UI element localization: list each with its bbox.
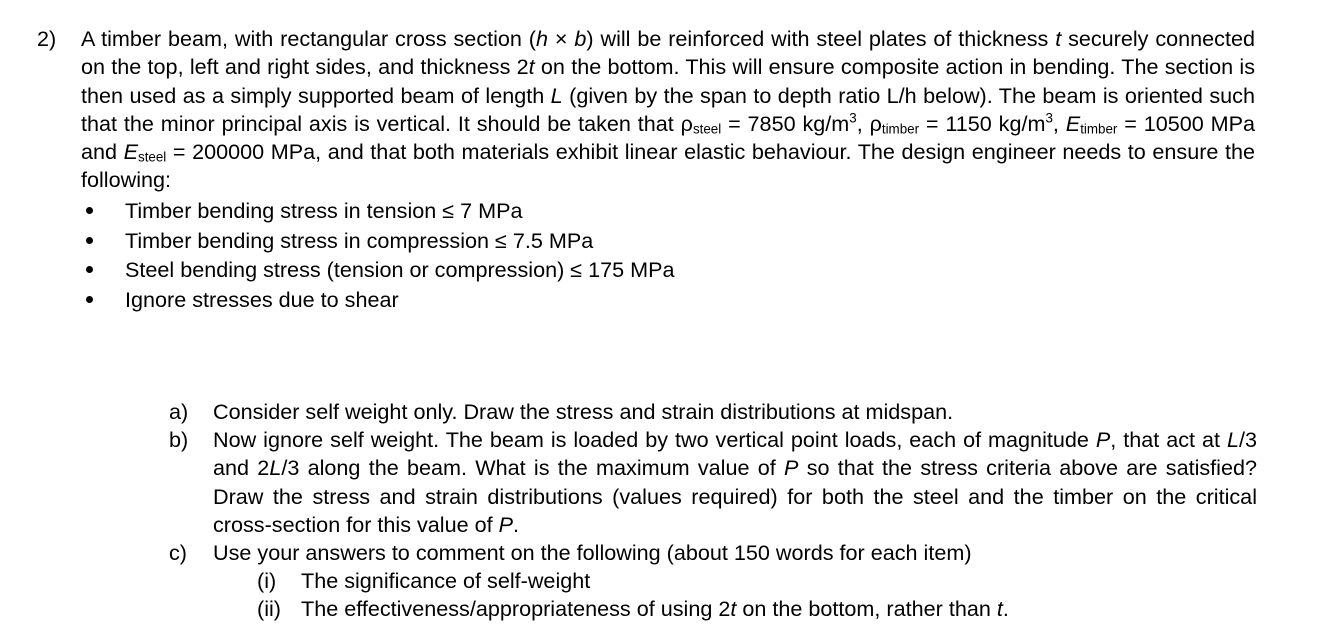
question-number: 2): [37, 26, 57, 51]
bullet-icon: [86, 237, 93, 244]
criterion-timber-compression: Timber bending stress in compression ≤ 7.5 MPa: [81, 226, 675, 256]
criterion-ignore-shear: Ignore stresses due to shear: [81, 285, 675, 315]
part-c-item-ii-text: The effectiveness/appropriateness of using 2t on the bottom, rather than t.: [301, 596, 1009, 622]
part-c-item-i: [257, 567, 1257, 595]
criterion-steel-stress: Steel bending stress (tension or compression) ≤ 175 MPa: [81, 255, 675, 285]
part-c-item-ii-label: (ii): [257, 596, 281, 622]
question-parts: [169, 398, 1257, 624]
part-b-text: Now ignore self weight. The beam is loaded by two vertical point loads, each of magnitude P, that act at L/3 and 2L/3 along the beam. What is the maximum value of P so that the stress criteria above are satisfied? Draw the stress and strain distributions (values required) for both the steel and the timber on the critical cross-section for this value of P.: [213, 427, 1258, 537]
part-b-label: b): [169, 427, 189, 453]
part-c-item-i-text: The significance of self-weight: [301, 568, 591, 594]
question-intro: A timber beam, with rectangular cross section (h × b) will be reinforced with steel plates of thickness t securely connected on the top, left and right sides, and thickness 2t on the bottom. This will ensure composite action in bending. The section is then used as a simply supported beam of length L (given by the span to depth ratio L/h below). The beam is oriented such that the minor principal axis is vertical. It should be taken that $\rho_{steel} = 7850$ $kg/m^3$, $\rho_{timber} = 1150$ $kg/m^3$, $E_{timber} = 10500$ MPa and $E_{steel} = 200000$ MPa, and that both materials exhibit linear elastic behaviour. The design engineer needs to ensure the following:: [81, 26, 1256, 193]
bullet-icon: [86, 266, 93, 273]
part-c-text: Use your answers to comment on the following (about 150 words for each item): [213, 540, 972, 566]
part-c-item-i-label: (i): [257, 568, 277, 594]
bullet-icon: [86, 296, 93, 303]
bullet-icon: [86, 207, 93, 214]
part-b: [169, 426, 1257, 539]
design-criteria-list: [81, 196, 675, 315]
criterion-timber-tension: Timber bending stress in tension ≤ 7 MPa: [81, 196, 675, 226]
part-c-label: c): [169, 540, 187, 566]
part-c-item-ii: [257, 595, 1257, 623]
part-c-items: [257, 567, 1257, 623]
part-a-label: a): [169, 399, 189, 424]
part-a: [169, 398, 1257, 426]
part-a-text: Consider self weight only. Draw the stress and strain distributions at midspan.: [213, 399, 954, 424]
part-c: [169, 539, 1257, 567]
